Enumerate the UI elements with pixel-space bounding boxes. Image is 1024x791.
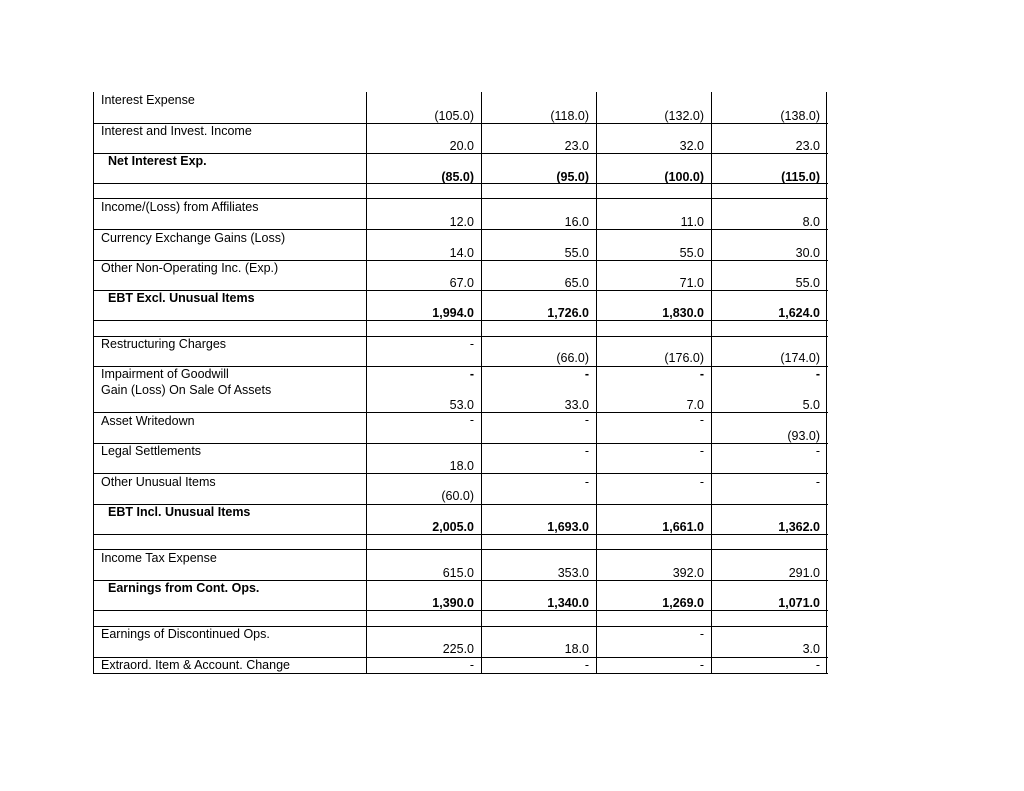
- cell-value: 33.0: [564, 398, 589, 412]
- grid-line-col3: [596, 92, 597, 674]
- cell-value: -: [699, 658, 704, 672]
- grid-line-h: [93, 473, 828, 474]
- cell-value: 1,269.0: [662, 596, 704, 610]
- cell-value: 5.0: [802, 398, 820, 412]
- cell-value: 1,624.0: [778, 306, 820, 320]
- cell-value: 16.0: [564, 215, 589, 229]
- cell-value: -: [584, 475, 589, 489]
- cell-value: -: [815, 658, 820, 672]
- cell-value: 1,340.0: [547, 596, 589, 610]
- row-label: Income Tax Expense: [101, 551, 217, 565]
- cell-value: -: [584, 413, 589, 427]
- cell-value: (174.0): [780, 351, 820, 365]
- cell-value: 55.0: [795, 276, 820, 290]
- cell-value: -: [469, 413, 474, 427]
- cell-value: 65.0: [564, 276, 589, 290]
- grid-line-col4: [711, 92, 712, 674]
- cell-value: (105.0): [434, 109, 474, 123]
- row-label: Net Interest Exp.: [108, 154, 207, 168]
- row-label: Interest Expense: [101, 93, 195, 107]
- grid-line-h: [93, 549, 828, 550]
- cell-value: 23.0: [564, 139, 589, 153]
- row-label: Earnings from Cont. Ops.: [108, 581, 260, 595]
- grid-line-left: [93, 92, 94, 674]
- row-label: Other Unusual Items: [101, 475, 216, 489]
- cell-value: 1,071.0: [778, 596, 820, 610]
- grid-line-col1: [366, 92, 367, 674]
- cell-value: -: [699, 627, 704, 641]
- cell-value: 225.0: [442, 642, 474, 656]
- cell-value: 1,390.0: [432, 596, 474, 610]
- cell-value: -: [584, 367, 589, 381]
- cell-value: 55.0: [564, 246, 589, 260]
- grid-line-col2: [481, 92, 482, 674]
- cell-value: (132.0): [664, 109, 704, 123]
- row-label: Legal Settlements: [101, 444, 202, 458]
- cell-value: 1,693.0: [547, 520, 589, 534]
- grid-line-h: [93, 443, 828, 444]
- row-label: Restructuring Charges: [101, 337, 227, 351]
- cell-value: 32.0: [679, 139, 704, 153]
- grid-line-h: [93, 320, 828, 321]
- row-label: Asset Writedown: [101, 414, 195, 428]
- cell-value: -: [699, 413, 704, 427]
- cell-value: -: [584, 444, 589, 458]
- cell-value: -: [699, 367, 704, 381]
- cell-value: (115.0): [781, 170, 820, 184]
- cell-value: 53.0: [449, 398, 474, 412]
- row-label: Other Non-Operating Inc. (Exp.): [101, 261, 279, 275]
- cell-value: 18.0: [449, 459, 474, 473]
- cell-value: 20.0: [449, 139, 474, 153]
- cell-value: 67.0: [449, 276, 474, 290]
- cell-value: -: [815, 444, 820, 458]
- cell-value: (85.0): [441, 170, 474, 184]
- cell-value: 30.0: [795, 246, 820, 260]
- row-label: Extraord. Item & Account. Change: [101, 658, 290, 672]
- cell-value: (138.0): [780, 109, 820, 123]
- cell-value: 615.0: [442, 566, 474, 580]
- cell-value: (93.0): [787, 429, 820, 443]
- cell-value: 1,726.0: [547, 306, 589, 320]
- cell-value: 1,661.0: [662, 520, 704, 534]
- cell-value: 7.0: [686, 398, 704, 412]
- cell-value: -: [699, 475, 704, 489]
- cell-value: (60.0): [441, 489, 474, 503]
- cell-value: 12.0: [449, 215, 474, 229]
- cell-value: 3.0: [802, 642, 820, 656]
- cell-value: (176.0): [664, 351, 704, 365]
- cell-value: (100.0): [664, 170, 704, 184]
- grid-line-h: [93, 198, 828, 199]
- cell-value: 291.0: [788, 566, 820, 580]
- cell-value: 1,830.0: [662, 306, 704, 320]
- cell-value: -: [815, 475, 820, 489]
- grid-line-h: [93, 229, 828, 230]
- cell-value: 2,005.0: [432, 520, 474, 534]
- cell-value: 1,362.0: [778, 520, 820, 534]
- cell-value: 8.0: [802, 215, 820, 229]
- cell-value: -: [815, 367, 820, 381]
- grid-line-h: [93, 673, 828, 674]
- grid-line-h: [93, 534, 828, 535]
- row-label: EBT Incl. Unusual Items: [108, 505, 251, 519]
- grid-line-right: [826, 92, 827, 674]
- cell-value: (118.0): [550, 109, 589, 123]
- row-label: Gain (Loss) On Sale Of Assets: [101, 383, 272, 397]
- cell-value: -: [469, 367, 474, 381]
- cell-value: 55.0: [679, 246, 704, 260]
- row-label: Currency Exchange Gains (Loss): [101, 231, 286, 245]
- cell-value: 1,994.0: [432, 306, 474, 320]
- row-label: Income/(Loss) from Affiliates: [101, 200, 259, 214]
- row-label: EBT Excl. Unusual Items: [108, 291, 255, 305]
- grid-line-h: [93, 610, 828, 611]
- cell-value: 392.0: [672, 566, 704, 580]
- cell-value: 18.0: [564, 642, 589, 656]
- row-label: Impairment of Goodwill: [101, 367, 229, 381]
- cell-value: -: [469, 337, 474, 351]
- cell-value: -: [699, 444, 704, 458]
- cell-value: (66.0): [556, 351, 589, 365]
- cell-value: 23.0: [795, 139, 820, 153]
- cell-value: 353.0: [557, 566, 589, 580]
- cell-value: 14.0: [449, 246, 474, 260]
- cell-value: (95.0): [556, 170, 589, 184]
- cell-value: -: [469, 658, 474, 672]
- row-label: Earnings of Discontinued Ops.: [101, 627, 270, 641]
- row-label: Interest and Invest. Income: [101, 124, 252, 138]
- cell-value: 71.0: [679, 276, 704, 290]
- cell-value: 11.0: [680, 215, 704, 229]
- cell-value: -: [584, 658, 589, 672]
